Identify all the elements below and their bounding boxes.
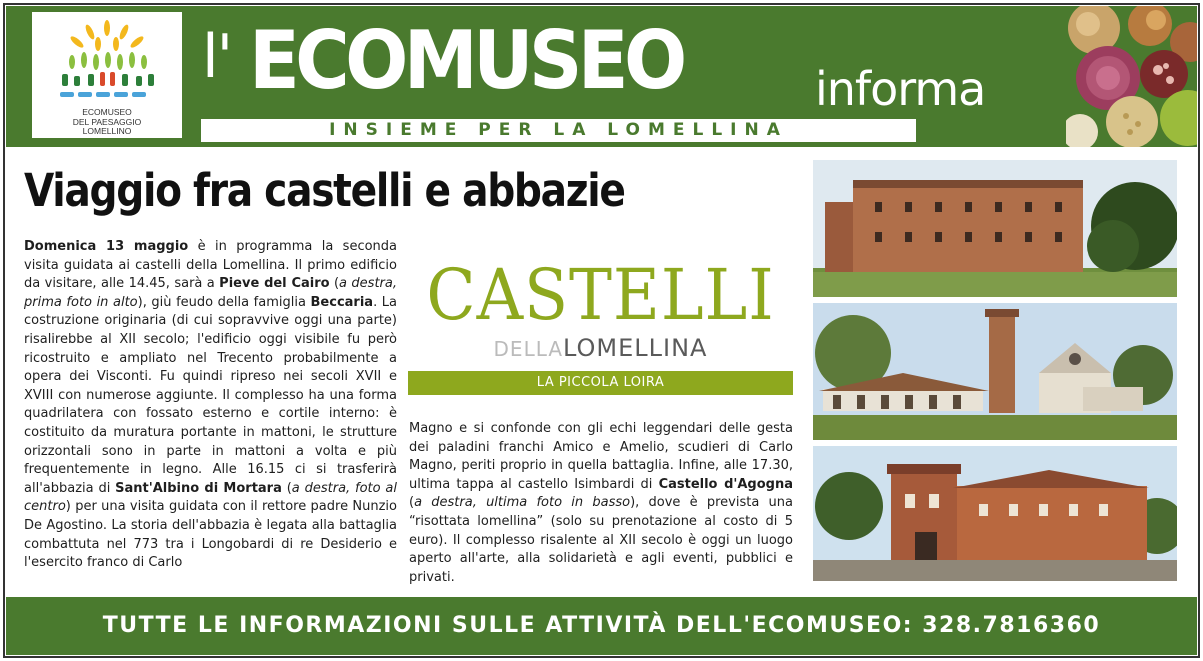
header-banner: [6, 6, 1197, 147]
tagline-bar: [201, 119, 916, 142]
photo-sant-albino: [813, 303, 1177, 440]
castelli-lomellina-logo: [408, 250, 793, 398]
ecomuseo-logo-icon: [42, 18, 172, 106]
tagline: INSIEME PER LA LOMELLINA: [329, 120, 788, 140]
footer-banner: [6, 597, 1197, 655]
bold-text: Sant'Albino di Mortara: [115, 480, 282, 496]
castelli-logo-subtitle: [408, 333, 793, 365]
masthead-subtitle: informa: [815, 62, 986, 116]
photo-castello-d-agogna: [813, 446, 1177, 581]
bold-text: Pieve del Cairo: [219, 276, 330, 292]
body-text: (: [329, 276, 340, 292]
footer-info-text: TUTTE LE INFORMAZIONI SULLE ATTIVITÀ DELL'ECOMUSEO: 328.7816360: [102, 613, 1101, 638]
castle-photo-image: [813, 160, 1177, 297]
body-text: ) per una visita guidata con il rettore padre Nunzio De Agostino. La storia dell'abbazia è legata alla battaglia combattuta nel 773 tra i Longobardi di re Desiderio e l'esercito franco di Carlo: [24, 499, 397, 571]
castelli-logo-band: LA PICCOLA LOIRA: [408, 371, 793, 395]
article-title: Viaggio fra castelli e abbazie: [24, 164, 625, 217]
body-text: (: [409, 495, 415, 511]
body-text: ), dove è prevista una “risottata lomellina” (solo su prenotazione al costo di 5 euro). Il complesso risalente al XII secolo è oggi un luogo aperto all'arte, alla solidarietà e agli eventi, pubblici e privati.: [409, 495, 793, 585]
body-text: (: [281, 480, 292, 496]
photo-pieve-del-cairo: [813, 160, 1177, 297]
body-text: . La costruzione originaria (di cui sopravvive oggi una parte) risalirebbe al XII secolo; l'edificio oggi visibile fu però ricostruito e ampliato nel Trecento probabilmente a opera dei Visconti. Fu quindi ripreso nei secoli XVII e XVIII con numerose aggiunte. Il complesso ha una forma quadrilatera con fossato esterno e cortile interno: è costituito da muratura portante in mattoni, le strutture orizzontali sono in parte in mattoni a volta e più frequentemente in legno. Alle 16.15 ci si trasferirà all'abbazia di: [24, 294, 397, 496]
body-text: ), giù feudo della famiglia: [137, 294, 311, 310]
castelli-logo-title: CASTELLI: [426, 254, 775, 336]
masthead-prefix: l': [202, 22, 232, 92]
bold-text: Domenica 13 maggio: [24, 239, 189, 254]
bold-text: Beccaria: [310, 294, 374, 310]
castle-agogna-photo-image: [813, 446, 1177, 581]
italic-text: a destra, foto al centro: [24, 480, 397, 515]
castelli-logo-subtitle-della: DELLA: [493, 337, 563, 361]
body-text: Magno e si confonde con gli echi leggendari delle gesta dei paladini franchi Amico e Amelio, scudieri di Carlo Magno, periti proprio in quella battaglia. Infine, alle 17.30, ultima tappa al castello Isimbardi di: [409, 421, 793, 492]
article-column-1: [24, 238, 397, 573]
masthead-title: ECOMUSEO: [249, 14, 683, 107]
body-text: è in programma la seconda visita guidata ai castelli della Lomellina. Il primo edificio da visitare, alle 14.45, sarà a: [24, 239, 398, 292]
castelli-logo-subtitle-lomellina: LOMELLINA: [563, 334, 708, 362]
bold-text: Castello d'Agogna: [658, 476, 793, 492]
ecomuseo-logo-text: ECOMUSEO DEL PAESAGGIO LOMELLINO: [72, 107, 142, 136]
food-collage-image: [1066, 6, 1197, 147]
ecomuseo-logo: [32, 12, 182, 138]
article-column-2: [409, 420, 793, 587]
italic-text: a destra, prima foto in alto: [24, 276, 397, 310]
abbey-photo-image: [813, 303, 1177, 440]
italic-text: a destra, ultima foto in basso: [414, 495, 631, 511]
